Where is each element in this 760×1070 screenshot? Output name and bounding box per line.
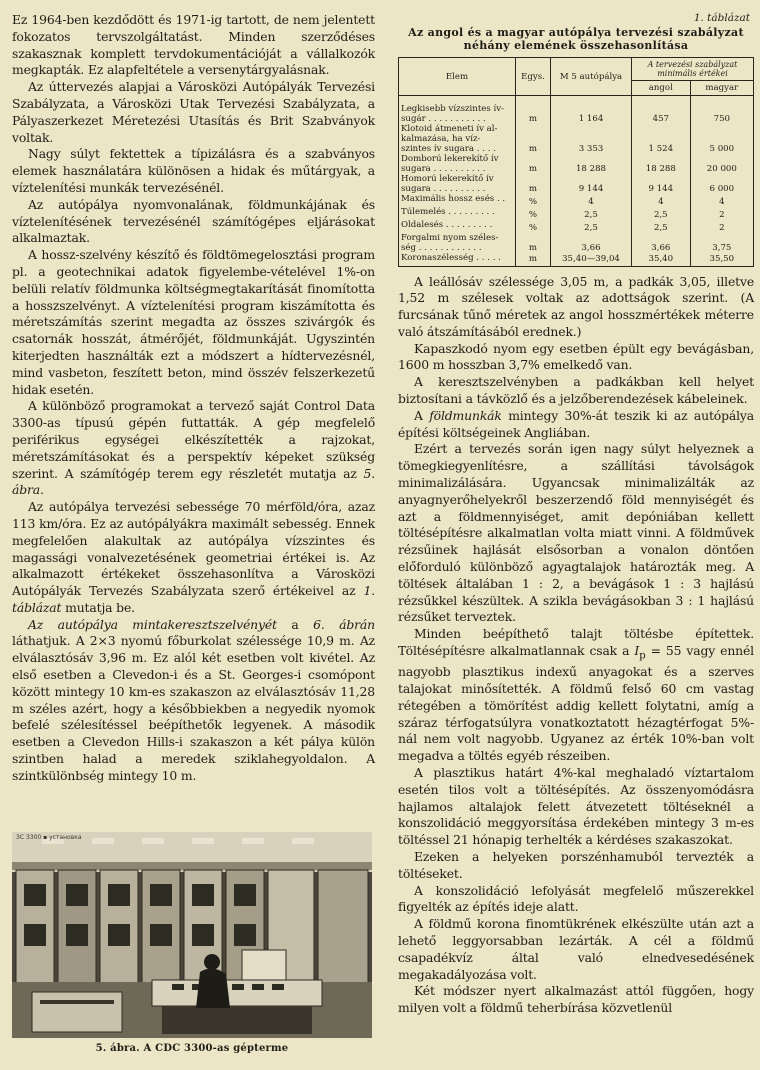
paragraph [12,398,375,499]
cell-unit: % [516,220,551,233]
cell-line: szintes ív sugara . . . . [401,144,496,154]
paragraph [398,626,754,765]
paragraph: Ez 1964-ben kezdődött és 1971-ig tartott, de nem jelentett fokozatos tervszolgáltatást. Minden szerződéses szakasznak komplett tervdokumentációját a vállalkozók megkapták. Ez alapfeltétele a versenytárgyalásnak. [12,12,375,78]
table-row [399,96,754,125]
text-run: láthatjuk. A 2×3 nyomú főburkolat szélessége 10,9 m. Az elválasztósáv 3,96 m. Ez alól két esetben volt kivétel. Az első esetben a Clevedon-i és a St. Georges-i csomópont között mintegy 10 km-es szakaszon az elválasztósáv 11,28 m széles azért, hogy a későbbiekben a negyedik nyomok befelé szélesítéssel beépíthetők legyenek. A második esetben a Clevedon Hills-i szakaszon a két pálya külön szintben halad a meredek sziklahegyoldalon. A szintkülönbség mintegy 10 m. [12,633,375,783]
paragraph [12,499,375,617]
text-run: Az autópálya tervezési sebessége 70 mérföld/óra, azaz 113 km/óra. Ez az autópályákra maximált sebesség. Ennek megfelelően alakultak az autópálya vízszintes és magassági vonalvezetésének geometriai értékei is. Az alkalmazott értékeket összehasonlítva a Városközi Autópályák Tervezés Szabályzata szerő értékeivel az [12,499,375,599]
cell-m5: 18 288 [551,154,632,174]
emphasis-text: 1. táblázat [12,583,375,615]
table-row [399,253,754,266]
paragraph: A hossz-szelvény készítő és földtömegelosztási program pl. a geotechnikai adatok figyelembe-vételével 1%-on belüli relatív földmunka költségmegtakarítását finomította a hosszszelvényt. A víztelenítési program kiszámította és méretszámítás szerint megadta az összes szivárgók és csatornák hosszát, átmérőjét, földmunkáját. Ugyszintén kiterjedten használták ezt a módszert a hídtervezésnél, mind vasbeton, feszített beton, mind összév felszerkezetű hidak esetén. [12,247,375,397]
cell-line: Maximális hossz esés . . [401,194,506,204]
cell-m5: 4 [551,194,632,207]
text-run: p [639,649,646,662]
cell-line: Forgalmi nyom széles- [401,233,499,243]
table-row [399,233,754,253]
paragraph: Kapaszkodó nyom egy esetben épült egy bevágásban, 1600 m hosszban 3,7% emelkedő van. [398,340,754,373]
col-header-angol: angol [632,81,691,96]
table-row [399,154,754,174]
comparison-table [398,57,754,267]
table-row [399,207,754,220]
paragraph: Az autópálya nyomvonalának, földmunkájának és víztelenítésének tervezésénél számítógépes eljárásokat alkalmaztak. [12,196,375,246]
cell-line: Homorú lekerekítő ív [401,174,494,184]
table-title-line: Az angol és a magyar autópálya tervezési szabályzat [408,26,744,39]
emphasis-text: Az autópálya mintakeresztszelvényét [28,616,277,632]
cell-line: Legkisebb vízszintes ív- [401,104,505,114]
cell-unit: % [516,207,551,220]
cell-line: Klotoid átmeneti ív al- [401,124,498,134]
cell-unit: m [516,233,551,253]
cell-m5: 2,5 [551,207,632,220]
paragraph: Ezeken a helyeken porszénhamuból tervezték a töltéseket. [398,849,754,881]
right-column [398,12,754,1017]
table-row [399,220,754,233]
paragraph: Két módszer nyert alkalmazást attól függően, hogy milyen volt a földmű teherbírása közvetlenül [398,983,754,1016]
paragraph: Ezért a tervezés során igen nagy súlyt helyeznek a tömegkiegyenlítésre, a szállítási távolságok minimalizálására. Ugyancsak minimalizálták az anyagnyerőhelyekről beszerzendő föld mennyiségét és azt a földmennyiséget, amit depóniában kellett töltésépítésre alkalmatlan volta miatt vinni. A földművek rézsűinek hajlását elsősorban a vonalon döntően előforduló különböző agyagtalajok határozták meg. A töltések általában 1 : 2, a bevágások 1 : 3 hajlású rézsűkkel készültek. A szikla bevágásokban 3 : 1 hajlású rézsűket terveztek. [398,441,754,625]
cell-elem [399,207,516,220]
cell-line: sugár . . . . . . . . . . . [401,114,486,124]
right-text [398,274,754,1018]
cell-line: Oldalesés . . . . . . . . . [401,220,493,230]
cell-angol: 18 288 [632,154,691,174]
cell-elem [399,96,516,125]
table-title-line: néhány elemének összehasonlítása [463,39,689,52]
cell-m5: 1 164 [551,96,632,125]
cell-line: Túlemelés . . . . . . . . . [401,207,495,217]
paragraph: A leállósáv szélessége 3,05 m, a padkák 3,05, illetve 1,52 m szélesek voltak az adottságok szerint. (A furcsának tűnő méretek az angol hosszmértékek méterre való átszámításából erednek.) [398,273,754,339]
cell-unit: m [516,124,551,154]
cell-m5: 3,66 [551,233,632,253]
table-row [399,174,754,194]
cell-magyar: 5 000 [690,124,753,154]
col-header-unit: Egys. [516,58,551,96]
cell-m5: 35,40—39,04 [551,253,632,266]
cell-angol: 2,5 [632,220,691,233]
cell-magyar: 4 [690,194,753,207]
col-header-magyar: magyar [690,81,753,96]
cell-magyar: 2 [690,207,753,220]
paragraph: Nagy súlyt fektettek a típizálásra és a szabványos elemek használatára különösen a hidak és műtárgyak, a víztelenítési munkák tervezésénél. [12,146,375,195]
cell-elem [399,124,516,154]
cell-angol: 2,5 [632,207,691,220]
cell-magyar: 35,50 [690,253,753,266]
cell-line: kalmazása, ha víz- [401,134,481,144]
computer-room-photo [12,832,372,1038]
paragraph [398,408,754,442]
text-run: = 55 vagy ennél nagyobb plasztikus indexű anyagokat és a szerves talajokat minősítették. A földmű felső 60 cm vastag rétegében a tömörítést addig kellett folytatni, amíg a száraz térfogatsúlyra vonatkoztatott hézagtérfogat 5%-nál nem volt nagyobb. Ugyanez az érték 10%-ban volt megadva a töltés egyéb részeiben. [398,643,754,764]
cell-m5: 3 353 [551,124,632,154]
text-run: mintegy 30%-át teszik ki az autópálya építési költségeinek Angliában. [398,407,754,440]
cell-elem [399,194,516,207]
table-title [398,26,754,52]
text-run: . [40,482,44,498]
col-header-group: A tervezési szabályzat minimális értékei [632,58,754,81]
cell-unit: m [516,154,551,174]
emphasis-text: 5. ábra [12,465,375,498]
cell-angol: 457 [632,96,691,125]
cell-magyar: 20 000 [690,154,753,174]
paragraph [12,617,375,785]
text-run: a [276,616,314,632]
paragraph: A földmű korona finomtükrének elkészülte után azt a lehető leggyorsabban lezárták. A cél a földmű csapadékvíz által való elnedvesedésének megakadályozása volt. [398,916,754,982]
photo-corner-label: ЗС 3300 ▪ установка [16,834,82,841]
paragraph: A plasztikus határt 4%-kal meghaladó víztartalom esetén tilos volt a töltésépítés. Az összenyomódásra hajlamos altalajok felett átvezetett töltéseknél a konszolidáció meggyorsítása érdekében mintegy 3 m-es töltéssel 21 hónapig terhelték a kérdéses szakaszokat. [398,765,754,848]
cell-elem [399,220,516,233]
cell-angol: 4 [632,194,691,207]
left-column [12,12,375,785]
cell-line: sugara . . . . . . . . . . [401,184,486,194]
cell-elem [399,253,516,266]
cell-line: Domború lekerekítő ív [401,154,499,164]
cell-magyar: 6 000 [690,174,753,194]
cell-unit: % [516,194,551,207]
paragraph: Az úttervezés alapjai a Városközi Autópályák Tervezési Szabályzata, a Városközi Utak Tervezési Szabályzata, a Pályaszerkezet Méretezési Utasítás és Brit Szabványok voltak. [12,79,375,145]
cell-angol: 35,40 [632,253,691,266]
paragraph: A konszolidáció lefolyását megfelelő műszerekkel figyelték az építés ideje alatt. [398,882,754,915]
cell-elem [399,174,516,194]
col-header-m5: M 5 autópálya [551,58,632,96]
text-run: Minden beépíthető talajt töltésbe építettek. Töltésépítésre alkalmatlannak csak a [398,626,754,659]
figure-caption: 5. ábra. A CDC 3300-as gépterme [95,1043,289,1054]
cell-angol: 3,66 [632,233,691,253]
cell-magyar: 750 [690,96,753,125]
cell-unit: m [516,253,551,266]
cell-elem [399,154,516,174]
cell-line: ség . . . . . . . . . . . . [401,243,482,253]
text-run: A különböző programokat a tervező saját Control Data 3300-as típusú gépén futtatták. A gép megfelelő periférikus egységei elkészítették a rajzokat, méretszámításokat és a perspektív képeket szükség szerint. A számítógép terem egy részletét mutatja az [12,398,375,481]
cell-magyar: 3,75 [690,233,753,253]
emphasis-text: 6. ábrán [313,616,375,632]
paragraph: A keresztszelvényben a padkákban kell helyet biztosítani a távközlő és a jelzőberendezések kábeleinek. [398,374,754,407]
computer-room-illustration [12,832,372,1038]
cell-magyar: 2 [690,220,753,233]
cell-unit: m [516,96,551,125]
emphasis-text: földmunkák [429,407,502,423]
table-caption: 1. táblázat [693,12,750,24]
cell-elem [399,233,516,253]
table-row [399,194,754,207]
cell-m5: 9 144 [551,174,632,194]
cell-angol: 1 524 [632,124,691,154]
text-run: A [414,407,430,423]
cell-line: Koronaszélesség . . . . . [401,253,501,263]
emphasis-text: I [634,643,640,659]
col-header-elem: Elem [399,58,516,96]
table-row [399,124,754,154]
cell-angol: 9 144 [632,174,691,194]
text-run: mutatja be. [61,599,135,615]
cell-m5: 2,5 [551,220,632,233]
cell-line: sugara . . . . . . . . . . [401,164,486,174]
cell-unit: m [516,174,551,194]
